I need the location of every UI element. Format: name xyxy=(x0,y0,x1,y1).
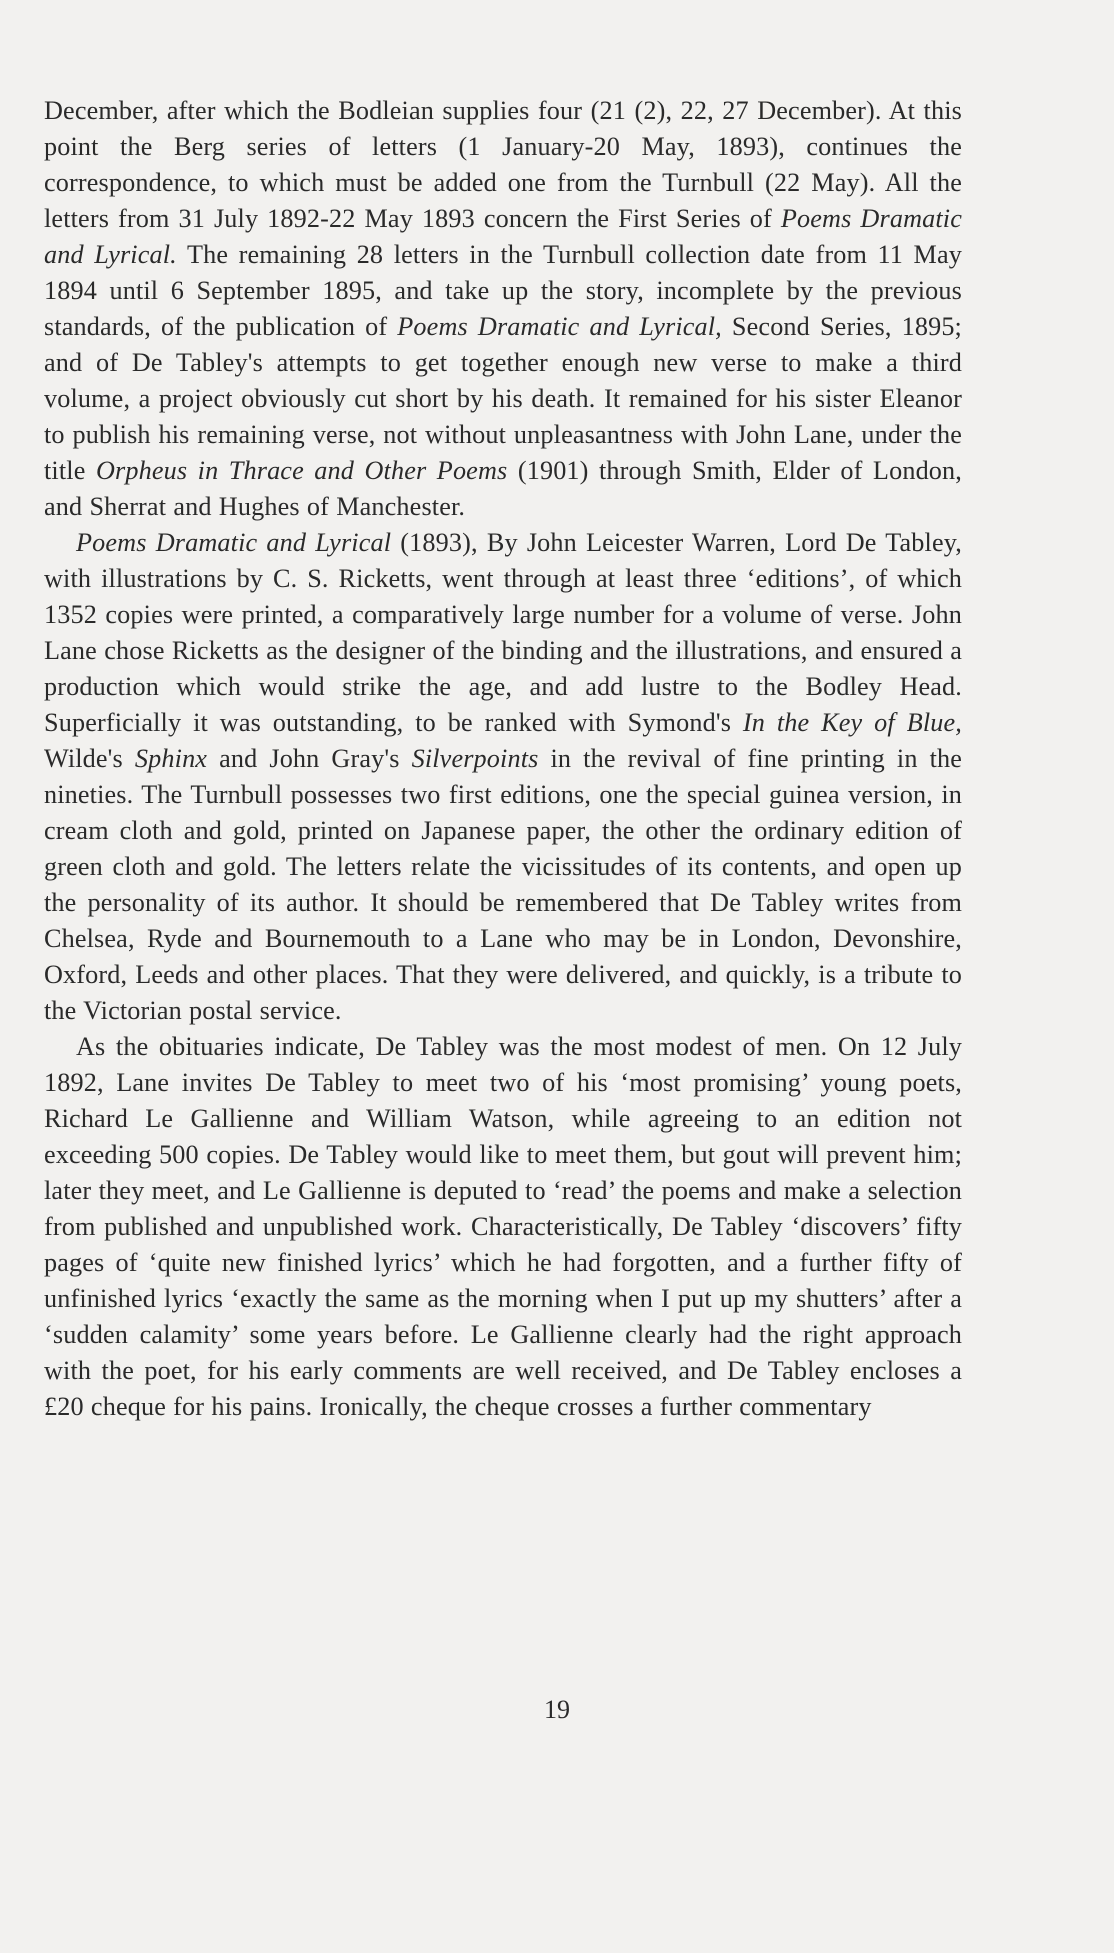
body-text: December, after which the Bodleian supplies four (21 (2), 22, 27 December). At this point the Berg series of letters (1 January-20 May, 1893), continues the correspondence, to which must be added one from the Turnbull (22 May). All the letters from 31 July 1892-22 May 1893 concern the First Series of xyxy=(44,96,962,233)
body-text: The remaining 28 letters in the Turnbull collection date from 11 May 1894 until 6 September 1895, and take up the story, incomplete by the previous standards, of the publication of xyxy=(44,240,962,341)
italic-title-text: Orpheus in Thrace and Other Poems xyxy=(95,456,508,485)
body-text: (1893), By John Leicester Warren, Lord De Tabley, with illustrations by C. S. Ricketts, went through at least three ‘editions’, of which 1352 copies were printed, a comparatively large number for a volume of verse. John Lane chose Ricketts as the designer of the binding and the illustrations, and ensured a production which would strike the age, and add lustre to the Bodley Head. Superficially it was outstanding, to be ranked with Symond's xyxy=(44,528,962,737)
paragraph-2 xyxy=(44,525,962,1029)
italic-title-text: Silverpoints xyxy=(411,744,539,773)
page-body xyxy=(44,93,962,1425)
page-number: 19 xyxy=(544,1695,570,1724)
paragraph-1 xyxy=(44,93,962,525)
body-text: As the obituaries indicate, De Tabley was the most modest of men. On 12 July 1892, Lane invites De Tabley to meet two of his ‘most promising’ young poets, Richard Le Gallienne and William Watson, while agreeing to an edition not exceeding 500 copies. De Tabley would like to meet them, but gout will prevent him; later they meet, and Le Gallienne is deputed to ‘read’ the poems and make a selection from published and unpublished work. Characteristically, De Tabley ‘discovers’ fifty pages of ‘quite new finished lyrics’ which he had forgotten, and a further fifty of unfinished lyrics ‘exactly the same as the morning when I put up my shutters’ after a ‘sudden calamity’ some years before. Le Gallienne clearly had the right approach with the poet, for his early comments are well received, and De Tabley encloses a £20 cheque for his pains. Ironically, the cheque crosses a further commentary xyxy=(44,1032,962,1421)
italic-title-text: In the Key of Blue, xyxy=(742,708,962,737)
italic-title-text: Poems Dramatic and Lyrical, xyxy=(397,312,722,341)
italic-title-text: Sphinx xyxy=(134,744,208,773)
paragraph-3 xyxy=(44,1029,962,1425)
italic-title-text: Poems Dramatic and Lyrical xyxy=(76,528,392,557)
body-text: and John Gray's xyxy=(207,744,412,773)
body-text: Wilde's xyxy=(44,744,135,773)
italic-title-text: Poems Dramatic and Lyrical. xyxy=(44,204,963,269)
body-text: (1901) through Smith, Elder of London, and Sherrat and Hughes of Manchester. xyxy=(44,456,962,521)
body-text: in the revival of fine printing in the nineties. The Turnbull possesses two first editions, one the special guinea version, in cream cloth and gold, printed on Japanese paper, the other the ordinary edition of green cloth and gold. The letters relate the vicissitudes of its contents, and open up the personality of its author. It should be remembered that De Tabley writes from Chelsea, Ryde and Bournemouth to a Lane who may be in London, Devonshire, Oxford, Leeds and other places. That they were delivered, and quickly, is a tribute to the Victorian postal service. xyxy=(44,744,963,1025)
body-text: Second Series, 1895; and of De Tabley's attempts to get together enough new verse to make a third volume, a project obviously cut short by his death. It remained for his sister Eleanor to publish his remaining verse, not without unpleasantness with John Lane, under the title xyxy=(44,312,962,485)
